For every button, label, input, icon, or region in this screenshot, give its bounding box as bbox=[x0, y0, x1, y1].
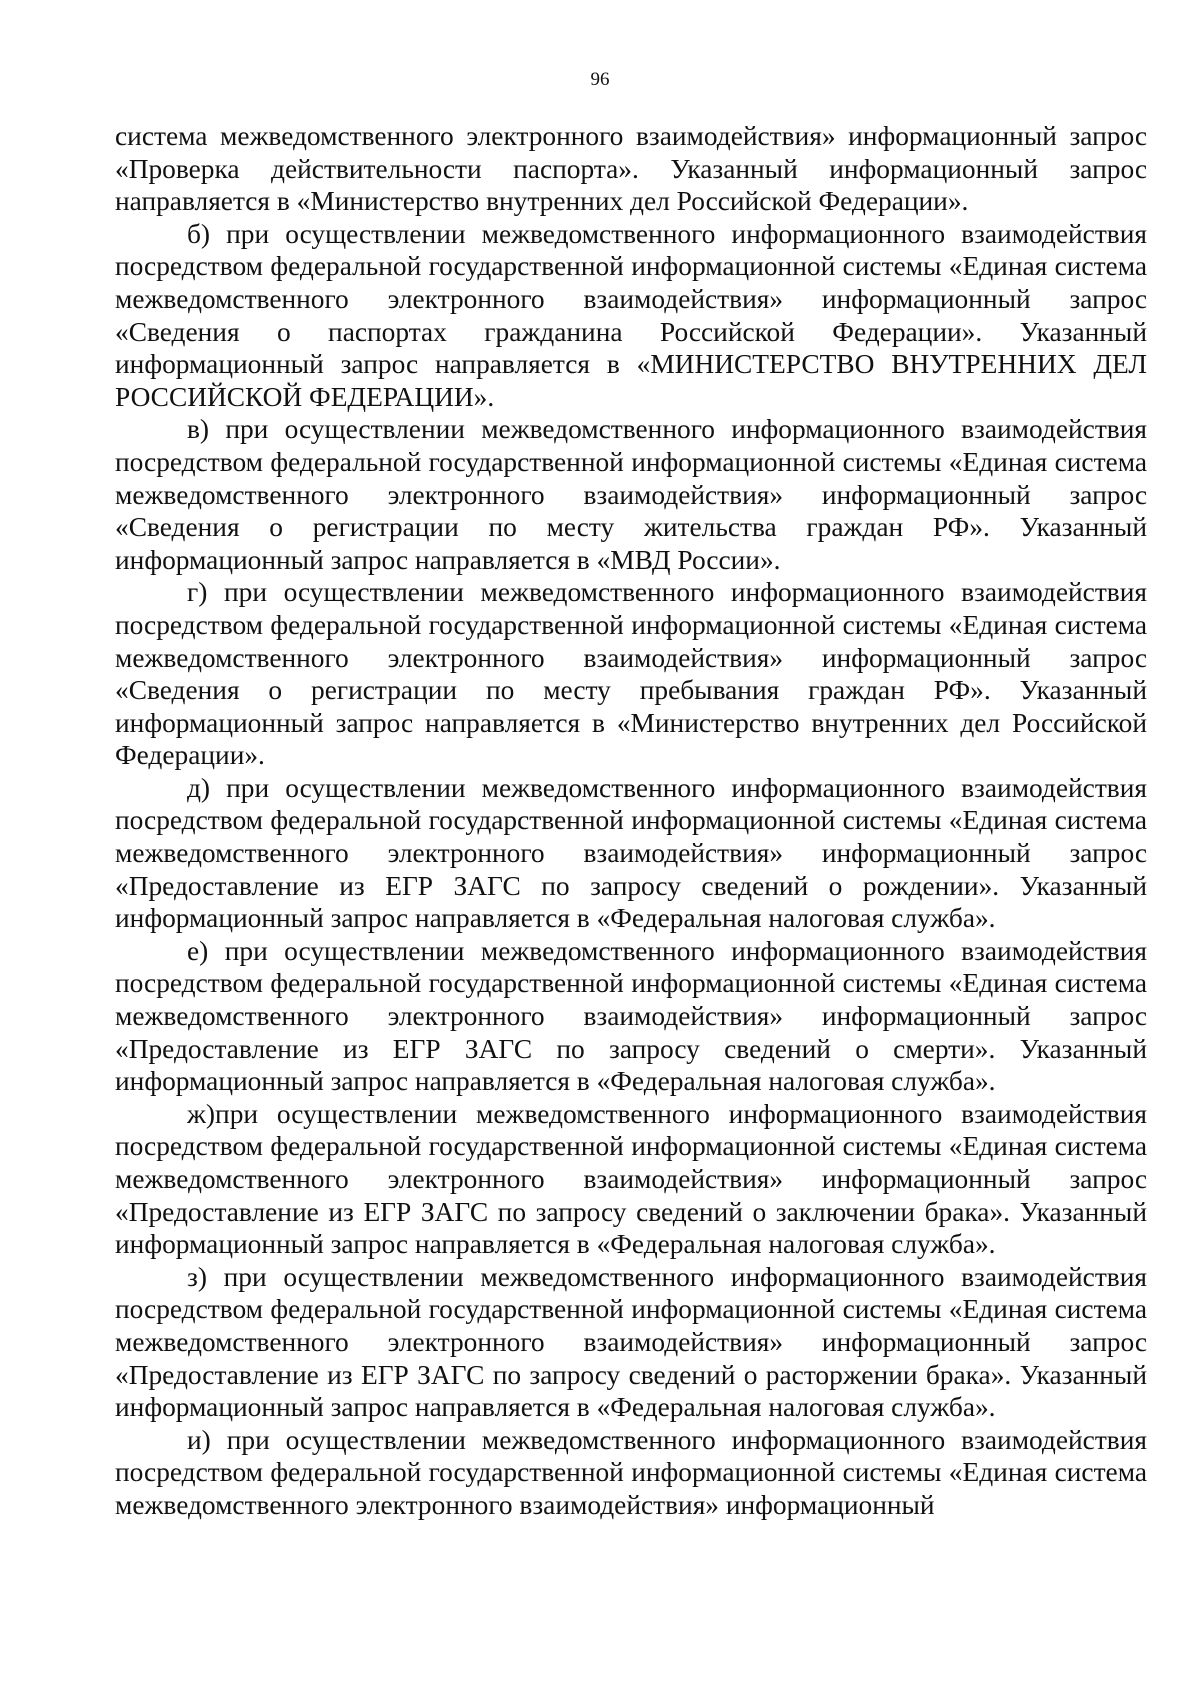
paragraph-item-b: б) при осуществлении межведомственного информационного взаимодействия посредством федеральной государственной информационной системы «Единая система межведомственного электронного взаимодействия» информационный запрос «Сведения о паспортах гражданина Российской Федерации». Указанный информационный запрос направляется в «МИНИСТЕРСТВО ВНУТРЕННИХ ДЕЛ РОССИЙСКОЙ ФЕДЕРАЦИИ». bbox=[115, 218, 1147, 412]
paragraph-continuation: система межведомственного электронного взаимодействия» информационный запрос «Проверка действительности паспорта». Указанный информационный запрос направляется в «Министерство внутренних дел Российской Федерации». bbox=[115, 121, 1147, 217]
paragraph-item-d: д) при осуществлении межведомственного информационного взаимодействия посредством федеральной государственной информационной системы «Единая система межведомственного электронного взаимодействия» информационный запрос «Предоставление из ЕГР ЗАГС по запросу сведений о рождении». Указанный информационный запрос направляется в «Федеральная налоговая служба». bbox=[115, 772, 1147, 934]
paragraph-item-v: в) при осуществлении межведомственного информационного взаимодействия посредством федеральной государственной информационной системы «Единая система межведомственного электронного взаимодействия» информационный запрос «Сведения о регистрации по месту жительства граждан РФ». Указанный информационный запрос направляется в «МВД России». bbox=[115, 414, 1147, 575]
paragraph-item-i: и) при осуществлении межведомственного информационного взаимодействия посредством федеральной государственной информационной системы «Единая система межведомственного электронного взаимодействия» информационный bbox=[115, 1424, 1147, 1520]
paragraph-item-z: з) при осуществлении межведомственного информационного взаимодействия посредством федеральной государственной информационной системы «Единая система межведомственного электронного взаимодействия» информационный запрос «Предоставление из ЕГР ЗАГС по запросу сведений о расторжении брака». Указанный информационный запрос направляется в «Федеральная налоговая служба». bbox=[115, 1261, 1147, 1423]
document-body bbox=[115, 120, 1147, 1522]
paragraph-item-e: е) при осуществлении межведомственного информационного взаимодействия посредством федеральной государственной информационной системы «Единая система межведомственного электронного взаимодействия» информационный запрос «Предоставление из ЕГР ЗАГС по запросу сведений о смерти». Указанный информационный запрос направляется в «Федеральная налоговая служба». bbox=[115, 935, 1147, 1097]
paragraph-item-g: г) при осуществлении межведомственного информационного взаимодействия посредством федеральной государственной информационной системы «Единая система межведомственного электронного взаимодействия» информационный запрос «Сведения о регистрации по месту пребывания граждан РФ». Указанный информационный запрос направляется в «Министерство внутренних дел Российской Федерации». bbox=[115, 577, 1147, 771]
page-number: 96 bbox=[590, 69, 610, 90]
paragraph-item-zh: ж)при осуществлении межведомственного информационного взаимодействия посредством федеральной государственной информационной системы «Единая система межведомственного электронного взаимодействия» информационный запрос «Предоставление из ЕГР ЗАГС по запросу сведений о заключении брака». Указанный информационный запрос направляется в «Федеральная налоговая служба». bbox=[115, 1098, 1147, 1260]
